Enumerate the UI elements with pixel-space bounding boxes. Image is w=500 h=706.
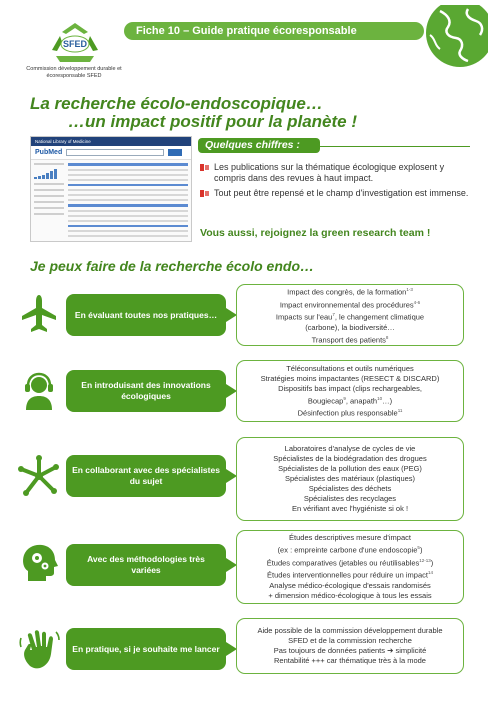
row-label: En pratique, si je souhaite me lancer — [72, 643, 220, 654]
globe-icon — [418, 5, 488, 67]
row-label-pill — [66, 628, 226, 670]
logo-subtitle: Commission développement durable et écoresponsable SFED — [26, 66, 122, 79]
pubmed-screenshot — [30, 136, 192, 242]
detail-line: Désinfection plus responsable$^{11}$ — [297, 408, 403, 418]
row-label: En introduisant des innovations écologiques — [81, 380, 211, 401]
header-title: Fiche 10 – Guide pratique écoresponsable — [136, 25, 357, 37]
join-callout: Vous aussi, rejoignez la green research team ! — [200, 227, 431, 239]
detail-line: Impacts sur l'eau$^7$, le changement climatique — [275, 312, 425, 322]
chiffres-bullet-text: Tout peut être repensé et le champ d'investigation est immense. — [214, 188, 469, 198]
row-label-pill — [66, 544, 226, 586]
detail-line: Spécialistes de la biodégradation des drogues — [273, 454, 427, 463]
detail-line: Études comparatives (jetables ou réutilisables$^{12-13}$) — [266, 557, 434, 568]
detail-line: Transport des patients$^8$ — [311, 334, 389, 344]
headset-icon — [18, 370, 60, 412]
detail-line: Études descriptives mesure d'impact — [289, 533, 411, 543]
detail-line: Rentabilité +++ car thématique très à la mode — [274, 656, 426, 665]
bullet-icon — [200, 164, 209, 171]
row-label-pill — [66, 455, 226, 497]
logo-text: SFED — [62, 39, 88, 49]
detail-line: Aide possible de la commission développement durable — [257, 626, 443, 635]
hero-title-line1: La recherche écolo-endoscopique… — [30, 94, 323, 113]
detail-line: Pas toujours de données patients ➔ simplicité — [273, 646, 427, 655]
pubmed-logo: PubMed — [35, 149, 63, 156]
row-detail-box — [236, 530, 464, 604]
pubmed-results-chart — [34, 169, 64, 179]
row-detail-box — [236, 360, 464, 422]
detail-line: + dimension médico-écologique à tous les essais — [268, 590, 432, 600]
detail-line: Dispositifs bas impact (clips rechargeables, — [278, 383, 422, 393]
section-title: Je peux faire de la recherche écolo endo… — [30, 258, 314, 274]
detail-line: Analyse médico-écologique d'essais randomisés — [269, 580, 431, 590]
detail-line: Spécialistes de la pollution des eaux (PEG) — [278, 464, 422, 473]
detail-line: (carbone), la biodiversité… — [305, 322, 395, 332]
detail-line: En vérifiant avec l'hygiéniste si ok ! — [291, 504, 409, 513]
detail-line: Impact des congrès, de la formation$^{1-3}$ — [287, 287, 413, 297]
pubmed-search-box — [66, 149, 164, 156]
detail-line: (ex : empreinte carbone d'une endoscopie$^5$) — [277, 545, 423, 555]
detail-line: Stratégies moins impactantes (RESECT & DISCARD) — [260, 373, 440, 383]
row-label: Avec des méthodologies très variées — [87, 554, 205, 575]
detail-line: Bougiecap$^9$, anapath$^{10}$…) — [307, 395, 393, 405]
pubmed-banner: National Library of Medicine — [35, 139, 91, 144]
detail-line: Laboratoires d'analyse de cycles de vie — [284, 444, 416, 453]
row-label: En évaluant toutes nos pratiques… — [74, 309, 218, 320]
row-detail-box — [236, 284, 464, 346]
chiffres-bullet-text: Les publications sur la thématique écologique explosent y compris dans des revues à haut impact. — [214, 162, 445, 183]
sfed-logo — [44, 20, 106, 66]
chiffres-bullet — [200, 162, 470, 184]
detail-line: Impact environnemental des procédures$^{4-6}$ — [279, 299, 421, 309]
detail-line: Spécialistes des matériaux (plastiques) — [284, 474, 416, 483]
detail-line: Études interventionnelles pour réduire un impact$^{14}$ — [267, 570, 433, 580]
chiffres-rule — [320, 146, 470, 147]
row-label-pill — [66, 294, 226, 336]
hero-title-line2: …un impact positif pour la planète ! — [68, 112, 358, 131]
collaboration-icon — [18, 455, 60, 497]
waving-hand-icon — [18, 628, 60, 670]
pubmed-search-button — [168, 149, 182, 156]
airplane-icon — [18, 292, 60, 334]
detail-line: SFED et de la commission recherche — [288, 636, 412, 645]
row-detail-box — [236, 618, 464, 674]
head-gears-icon — [18, 541, 60, 583]
chiffres-title: Quelques chiffres : — [198, 138, 320, 153]
detail-line: Téléconsultations et outils numériques — [286, 363, 414, 373]
detail-line: Spécialistes des déchets — [308, 484, 392, 493]
detail-line: Spécialistes des recyclages — [303, 494, 397, 503]
row-detail-box — [236, 437, 464, 521]
header-title-bar — [124, 22, 424, 40]
bullet-icon — [200, 190, 209, 197]
row-label-pill — [66, 370, 226, 412]
row-label: En collaborant avec des spécialistes du sujet — [72, 465, 220, 486]
chiffres-bullet — [200, 188, 470, 199]
